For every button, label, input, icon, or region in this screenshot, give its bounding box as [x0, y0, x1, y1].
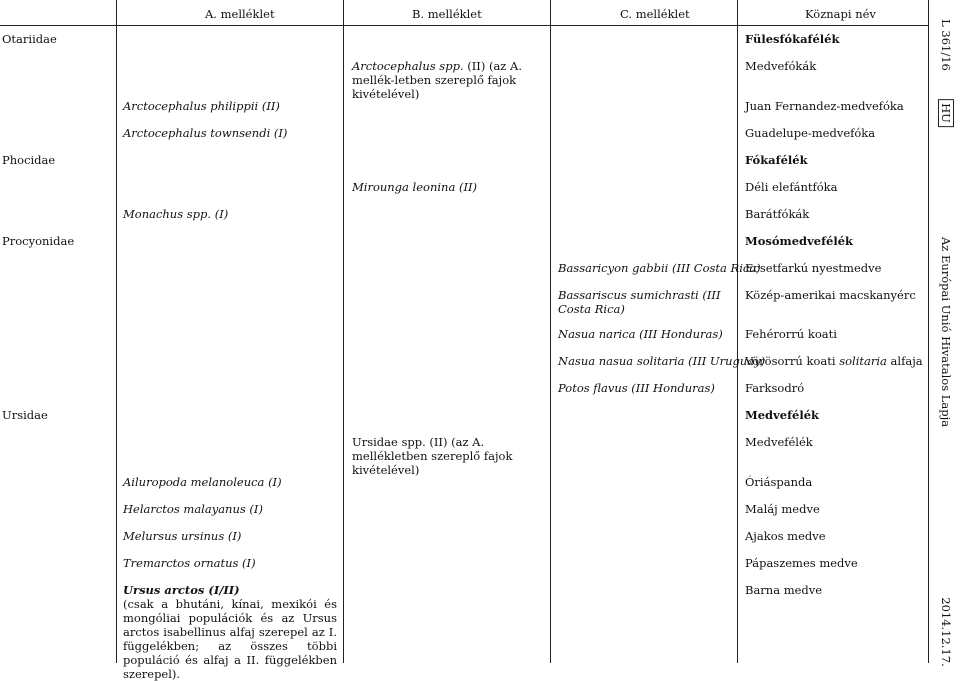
appendix-a-arctocephalus-townsendi: Arctocephalus townsendi (I)	[123, 126, 288, 140]
sidebar-divider	[928, 0, 929, 663]
appendix-c-nasua-solitaria: Nasua nasua solitaria (III Uruguay)	[558, 354, 766, 368]
journal-sidebar	[933, 0, 960, 667]
common-name-otariidae: Fülesfókafélék	[745, 32, 840, 46]
header-col-a: A. melléklet	[205, 7, 275, 21]
common-name-nasua-narica: Fehérorrú koati	[745, 327, 837, 341]
col-divider-2	[343, 0, 344, 663]
common-name-procyonidae: Mosómedvefélék	[745, 234, 853, 248]
ursus-arctos-note: (csak a bhutáni, kínai, mexikói és mongóliai populációk és az Ursus arctos isabellinus alfaj szerepel az I. függelékben; az összes többi populáció és alfaj a II. függelékben szerepel).	[123, 597, 337, 681]
col-divider-4	[737, 0, 738, 663]
common-name-ursidae-spp: Medvefélék	[745, 435, 813, 449]
journal-title: Az Európai Unió Hivatalos Lapja	[939, 236, 953, 428]
ursus-arctos-title: Ursus arctos (I/II)	[123, 583, 240, 597]
header-col-c: C. melléklet	[620, 7, 690, 21]
common-name-philippii: Juan Fernandez-medvefóka	[745, 99, 904, 113]
appendix-a-arctocephalus-philippii: Arctocephalus philippii (II)	[123, 99, 280, 113]
common-name-ailuropoda: Óriáspanda	[745, 475, 813, 489]
family-phocidae: Phocidae	[2, 153, 56, 167]
appendix-c-bassariscus: Bassariscus sumichrasti (III Costa Rica)	[558, 288, 721, 316]
appendix-b-ursidae-spp: Ursidae spp. (II) (az A. mellékletben szereplő fajok kivételével)	[352, 435, 513, 477]
page-reference: L 361/16	[939, 19, 953, 71]
common-name-ursidae: Medvefélék	[745, 408, 820, 422]
common-name-phocidae: Fókafélék	[745, 153, 808, 167]
common-name-monachus: Barátfókák	[745, 207, 810, 221]
family-otariidae: Otariidae	[2, 32, 57, 46]
appendix-a-ailuropoda: Ailuropoda melanoleuca (I)	[123, 475, 282, 489]
appendix-c-potos-flavus: Potos flavus (III Honduras)	[558, 381, 715, 395]
header-col-name: Köznapi név	[805, 7, 876, 21]
col-divider-1	[116, 0, 117, 663]
header-col-b: B. melléklet	[412, 7, 482, 21]
common-name-arctocephalus-spp: Medvefókák	[745, 59, 817, 73]
common-name-ursus-arctos: Barna medve	[745, 583, 823, 597]
common-name-tremarctos: Pápaszemes medve	[745, 556, 858, 570]
family-ursidae: Ursidae	[2, 408, 48, 422]
appendix-c-bassaricyon: Bassaricyon gabbii (III Costa Rica)	[558, 261, 761, 275]
common-name-bassariscus: Közép-amerikai macskanyérc	[745, 288, 916, 302]
common-name-townsendi: Guadelupe-medvefóka	[745, 126, 876, 140]
appendix-a-melursus: Melursus ursinus (I)	[123, 529, 242, 543]
appendix-b-mirounga-leonina: Mirounga leonina (II)	[352, 180, 478, 194]
appendix-a-ursus-arctos	[123, 583, 337, 681]
common-name-helarctos: Maláj medve	[745, 502, 820, 516]
language-badge: HU	[938, 99, 954, 127]
appendix-a-tremarctos: Tremarctos ornatus (I)	[123, 556, 256, 570]
appendix-b-arctocephalus-spp: Arctocephalus spp. (II) (az A. mellék-letben szereplő fajok kivételével)	[352, 59, 522, 101]
col-divider-3	[550, 0, 551, 663]
common-name-potos: Farksodró	[745, 381, 805, 395]
publication-date: 2014.12.17.	[939, 597, 953, 667]
common-name-bassaricyon: Ecsetfarkú nyestmedve	[745, 261, 882, 275]
family-procyonidae: Procyonidae	[2, 234, 75, 248]
header-rule	[0, 25, 928, 26]
appendix-c-nasua-narica: Nasua narica (III Honduras)	[558, 327, 723, 341]
appendix-a-helarctos: Helarctos malayanus (I)	[123, 502, 263, 516]
common-name-melursus: Ajakos medve	[745, 529, 826, 543]
appendix-a-monachus-spp: Monachus spp. (I)	[123, 207, 229, 221]
common-name-mirounga: Déli elefántfóka	[745, 180, 838, 194]
common-name-nasua-solitaria: Vörösorrú koati solitaria alfaja	[745, 354, 923, 368]
